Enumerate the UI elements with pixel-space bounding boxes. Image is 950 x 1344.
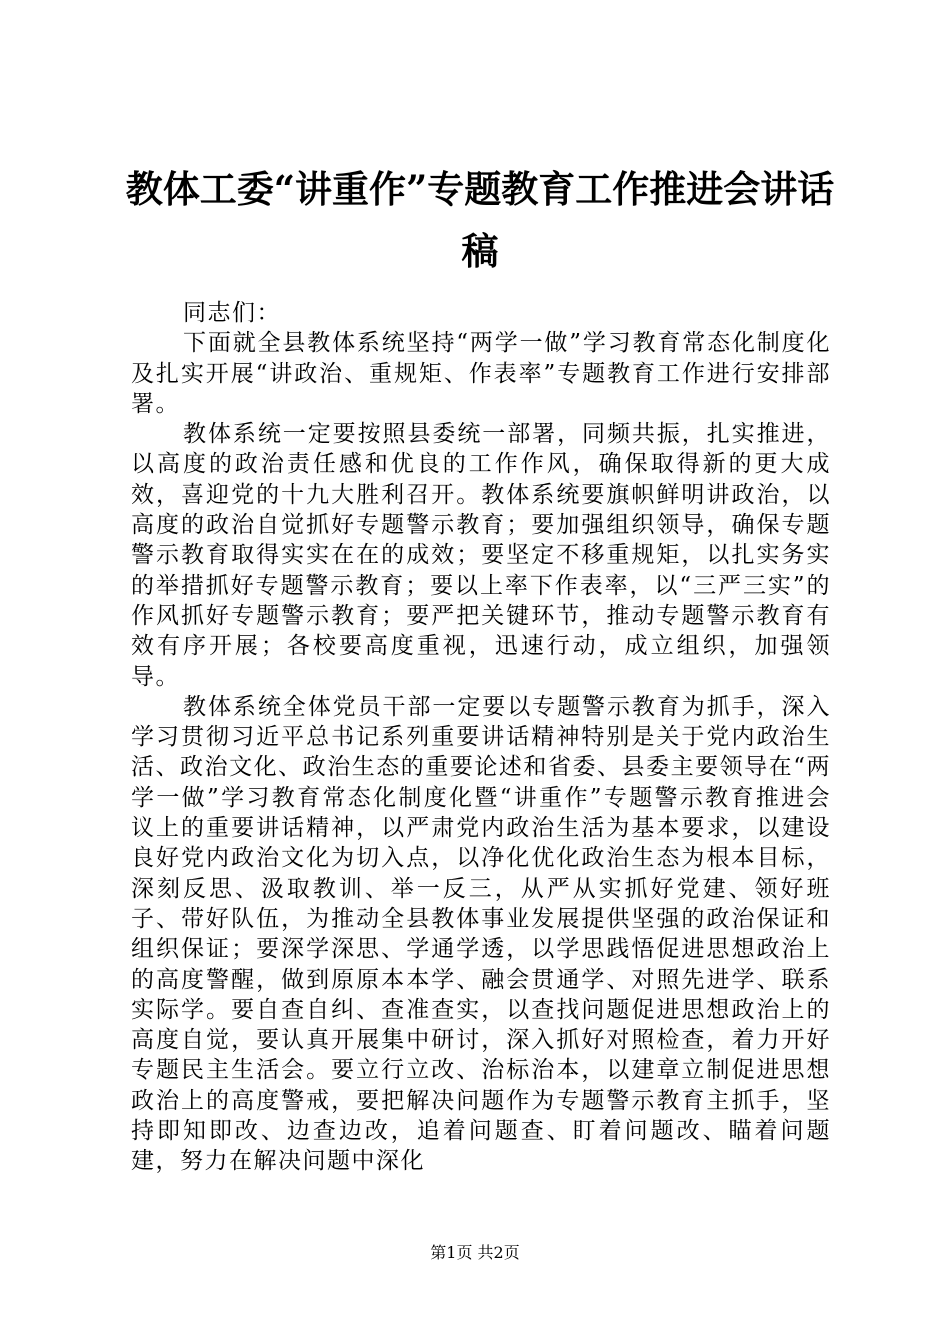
salutation-paragraph: 同志们：	[183, 300, 281, 326]
page-number-footer: 第1页 共2页	[430, 1243, 520, 1262]
body-paragraph-2: 教体系统一定要按照县委统一部署，同频共振，扎实推进，以高度的政治责任感和优良的工作作风，确保取得新的更大成效，喜迎党的十九大胜利召开。教体系统要旗帜鲜明讲政治，以高度的政治自觉抓好专题警示教育；要加强组织领导，确保专题警示教育取得实实在在的成效；要坚定不移重规矩，以扎实务实的举措抓好专题警示教育；要以上率下作表率，以“三严三实”的作风抓好专题警示教育；要严把关键环节，推动专题警示教育有效有序开展；各校要高度重视，迅速行动，成立组织，加强领导。	[131, 421, 831, 690]
document-title: 教体工委“讲重作”专题教育工作推进会讲话稿	[125, 167, 835, 273]
body-paragraph-3: 教体系统全体党员干部一定要以专题警示教育为抓手，深入学习贯彻习近平总书记系列重要讲话精神特别是关于党内政治生活、政治文化、政治生态的重要论述和省委、县委主要领导在“两学一做”学习教育常态化制度化暨“讲重作”专题警示教育推进会议上的重要讲话精神，以严肃党内政治生活为基本要求，以建设良好党内政治文化为切入点，以净化优化政治生态为根本目标，深刻反思、汲取教训、举一反三，从严从实抓好党建、领好班子、带好队伍，为推动全县教体事业发展提供坚强的政治保证和组织保证；要深学深思、学通学透，以学思践悟促进思想政治上的高度警醒，做到原原本本学、融会贯通学、对照先进学、联系实际学。要自查自纠、查准查实，以查找问题促进思想政治上的高度自觉，要认真开展集中研讨，深入抓好对照检查，着力开好专题民主生活会。要立行立改、治标治本，以建章立制促进思想政治上的高度警戒，要把解决问题作为专题警示教育主抓手，坚持即知即改、边查边改，追着问题查、盯着问题改、瞄着问题建，努力在解决问题中深化	[131, 693, 831, 1175]
document-body	[131, 298, 831, 1177]
body-paragraph-1: 下面就全县教体系统坚持“两学一做”学习教育常态化制度化及扎实开展“讲政治、重规矩、作表率”专题教育工作进行安排部署。	[131, 330, 831, 417]
